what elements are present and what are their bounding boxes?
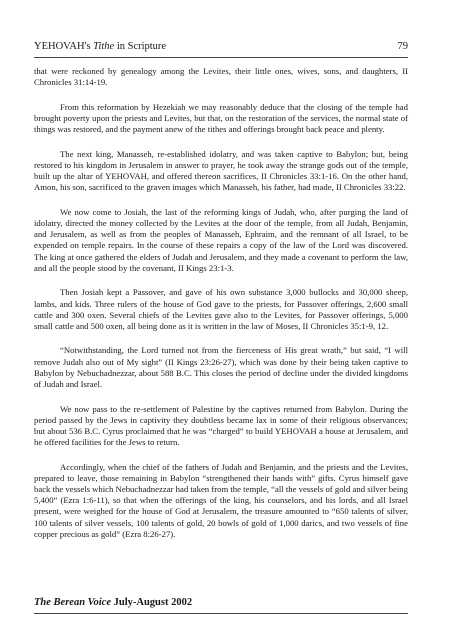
body-text [34, 66, 408, 553]
paragraph: We now come to Josiah, the last of the reforming kings of Judah, who, after purging the land of idolatry, directed the money collected by the Levites at the door of the temple, from all Judah, Benjamin, and Jerusalem, as well as from the peoples of Manasseh, Ephraim, and the remnant of all Israel, to be expended on temple repairs. In the course of these repairs a copy of the law of the Lord was discovered. The king at once gathered the elders of Judah and Jerusalem, and they made a covenant to perform the law, and all the people stood by the covenant, II Kings 23:1-3. [34, 206, 408, 273]
paragraph: The next king, Manasseh, re-established idolatry, and was taken captive to Babylon; but, being restored to his kingdom in Jerusalem in answer to prayer, he took away the strange gods out of the temple, built up the altar of YEHOVAH, and offered thereon sacrifices, II Chronicles 33:1-16. On the other hand, Amon, his son, sacrificed to the graven images which Manasseh, his father, had made, II Chronicles 33:22. [34, 148, 408, 193]
paragraph-continuation: that were reckoned by genealogy among the Levites, their little ones, wives, sons, and daughters, II Chronicles 31:14-19. [34, 66, 408, 88]
running-header [34, 41, 408, 52]
running-title-prefix: YEHOVAH's [34, 41, 94, 52]
running-title-suffix: in Scripture [114, 41, 167, 52]
paragraph: From this reformation by Hezekiah we may reasonably deduce that the closing of the temple had brought poverty upon the priests and Levites, but that, on the restoration of the services, the normal state of things was restored, and the payment anew of the tithes and offerings brought back peace and plenty. [34, 101, 408, 135]
issue-date: July-August 2002 [111, 597, 193, 608]
running-footer [34, 597, 192, 608]
running-title [34, 41, 166, 52]
running-title-italic: Tithe [93, 41, 115, 52]
footer-rule [34, 613, 408, 614]
paragraph: We now pass to the re-settlement of Palestine by the captives returned from Babylon. During the period passed by the Jews in captivity they doubtless became lax in some of their religious observances; but about 536 B.C. Cyrus proclaimed that he was “charged” to build YEHOVAH a house at Jerusalem, and he offered facilities for the Jews to return. [34, 403, 408, 448]
paragraph: Then Josiah kept a Passover, and gave of his own substance 3,000 bullocks and 30,000 sheep, lambs, and kids. Three rulers of the house of God gave to the priests, for Passover offerings, 2,600 small cattle and 300 oxen. Several chiefs of the Levites gave also to the Levites, for Passover offerings, 5,000 small cattle and 500 oxen, all being done as it is written in the law of Moses, II Chronicles 35:1-9, 12. [34, 287, 408, 331]
header-rule [34, 57, 408, 58]
page-number: 79 [397, 41, 408, 52]
publication-name: The Berean Voice [34, 597, 111, 608]
paragraph: “Notwithstanding, the Lord turned not from the fierceness of His great wrath,” but said, “I will remove Judah also out of My sight” (II Kings 23:26-27), which was done by their being taken captive to Babylon by Nebuchadnezzar, about 588 B.C. This closes the period of decline under the divided kingdoms of Judah and Israel. [34, 345, 408, 389]
paragraph: Accordingly, when the chief of the fathers of Judah and Benjamin, and the priests and the Levites, prepared to leave, those remaining in Babylon “strengthened their hands with” gifts. Cyrus himself gave back the vessels which Nebuchadnezzar had taken from the temple, “all the vessels of gold and silver being 5,400” (Ezra 1:6-11), so that when the offerings of the king, his counselors, and his lords, and all Israel present, were weighed for the house of God at Jerusalem, the treasure amounted to “650 talents of silver, 100 talents of silver vessels, 100 talents of gold, 20 bowls of gold of 1,000 darics, and two vessels of fine copper precious as gold” (Ezra 8:26-27). [34, 461, 408, 539]
